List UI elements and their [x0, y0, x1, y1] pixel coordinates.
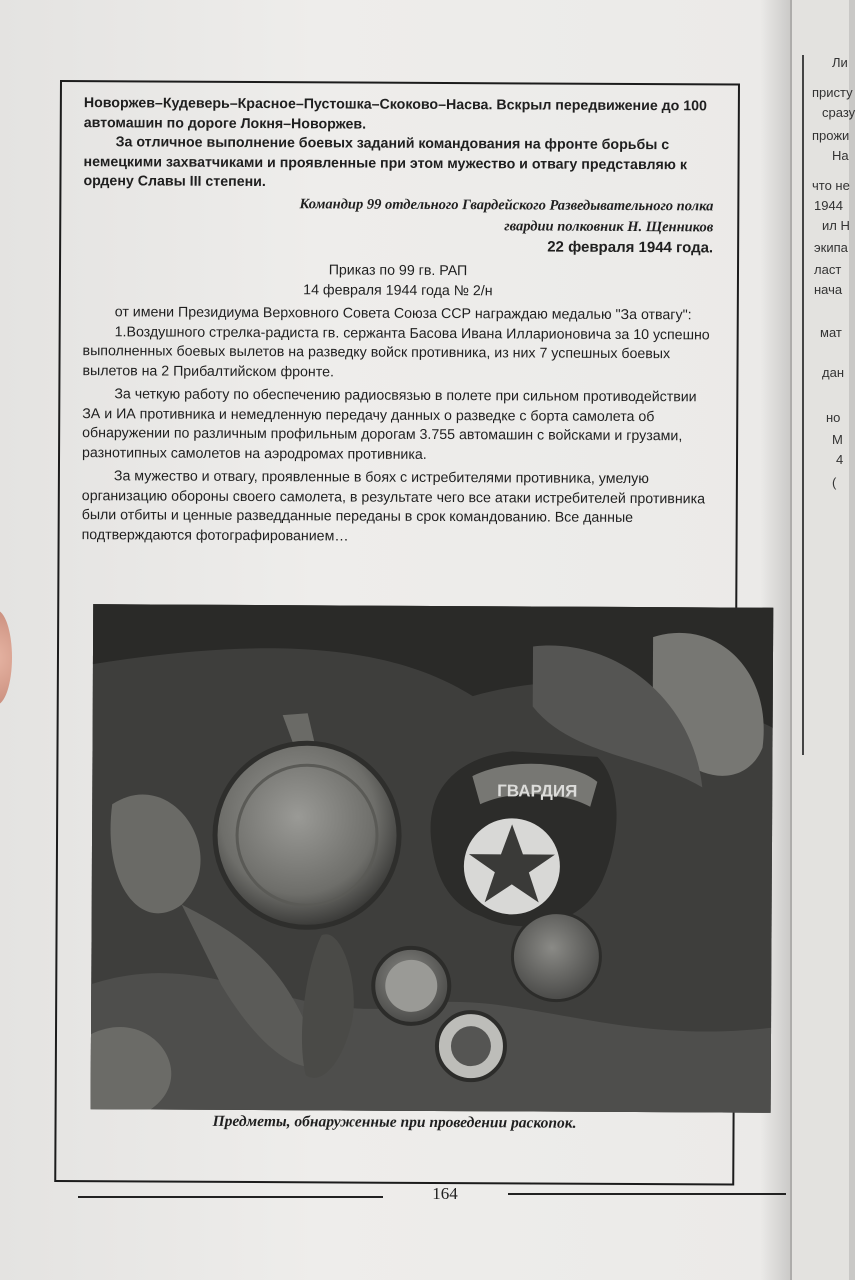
adjacent-page-fragment: что не	[812, 178, 850, 193]
footer-rule-right	[508, 1193, 786, 1195]
order-title: Приказ по 99 гв. РАП	[328, 262, 468, 280]
signature-date: 22 февраля 1944 года.	[547, 238, 714, 256]
order-item-2: За четкую работу по обеспечению радиосвязью в полете при сильном противодействии ЗА и ИА противника и немедленную передачу данных о разведке с борта самолета об обнаружении по различным профильным дорогам 3.755 автомашин с войсками и грузами, разнотипных самолетов на аэродромах противника.	[82, 386, 697, 463]
adjacent-page-fragment: М	[832, 432, 843, 447]
intro-line: Новоржев–Кудеверь–Красное–Пустошка–Скоково–Насва. Вскрыл передвижение до 100 автомашин по дороге Локня–Новоржев.	[83, 95, 708, 133]
adjacent-page-fragment: дан	[822, 365, 844, 380]
adjacent-page-fragment: присту	[812, 85, 853, 100]
page-frame	[54, 80, 740, 1186]
adjacent-page-fragment: ласт	[814, 262, 842, 277]
order-item-3: За мужество и отвагу, проявленные в боях с истребителями противника, умелую организацию обороны своего самолета, в результате чего все атаки истребителей противника были отбиты и ценные разведданные переданы в срок командованию. Все данные подтверждаются фотографированием…	[81, 468, 706, 545]
award-paragraph: За отличное выполнение боевых заданий командования на фронте борьбы с немецкими захватчиками и проявленные при этом мужество и отвагу представляю к ордену Славы III степени.	[83, 134, 687, 191]
adjacent-page-fragment: (	[832, 475, 837, 490]
adjacent-page-fragment: сразу	[822, 105, 855, 120]
adjacent-page-fragment: прожи	[812, 128, 850, 143]
footer-rule-left	[78, 1196, 383, 1198]
excavation-photo	[91, 604, 774, 1113]
photo-illustration	[91, 604, 774, 1113]
page-number: 164	[432, 1184, 458, 1203]
adjacent-page-fragment: но	[826, 410, 841, 425]
signature-title: Командир 99 отдельного Гвардейского Разведывательного полка	[299, 195, 714, 214]
adjacent-page-fragment: экипа	[814, 240, 848, 255]
adjacent-page-fragment: Ли	[832, 55, 848, 70]
photo-caption: Предметы, обнаруженные при проведении раскопок.	[212, 1112, 577, 1132]
adjacent-page	[792, 0, 855, 1280]
order-date: 14 февраля 1944 года № 2/н	[303, 281, 493, 299]
adjacent-page-fragment: нача	[814, 282, 843, 297]
photo-badge-text: ГВАРДИЯ	[497, 781, 578, 801]
adjacent-page-fragment: 4	[836, 452, 844, 467]
adjacent-page-fragment: мат	[820, 325, 842, 340]
adjacent-page-fragment: На	[832, 148, 849, 163]
adjacent-page-frame-edge	[802, 55, 804, 755]
order-item-1: 1.Воздушного стрелка-радиста гв. сержанта Басова Ивана Илларионовича за 10 успешно выполненных боевых вылетов на разведку войск противника, из них 7 успешных боевых вылетов на 2 Прибалтийском фронте.	[82, 323, 710, 380]
adjacent-page-fragment: ил Н	[822, 218, 850, 233]
order-intro: от имени Президиума Верховного Совета Союза ССР награждаю медалью "За отвагу":	[114, 304, 692, 324]
signature-name: гвардии полковник Н. Щенников	[504, 218, 714, 236]
page-text	[82, 94, 714, 548]
adjacent-page-fragment: 1944	[814, 198, 843, 213]
